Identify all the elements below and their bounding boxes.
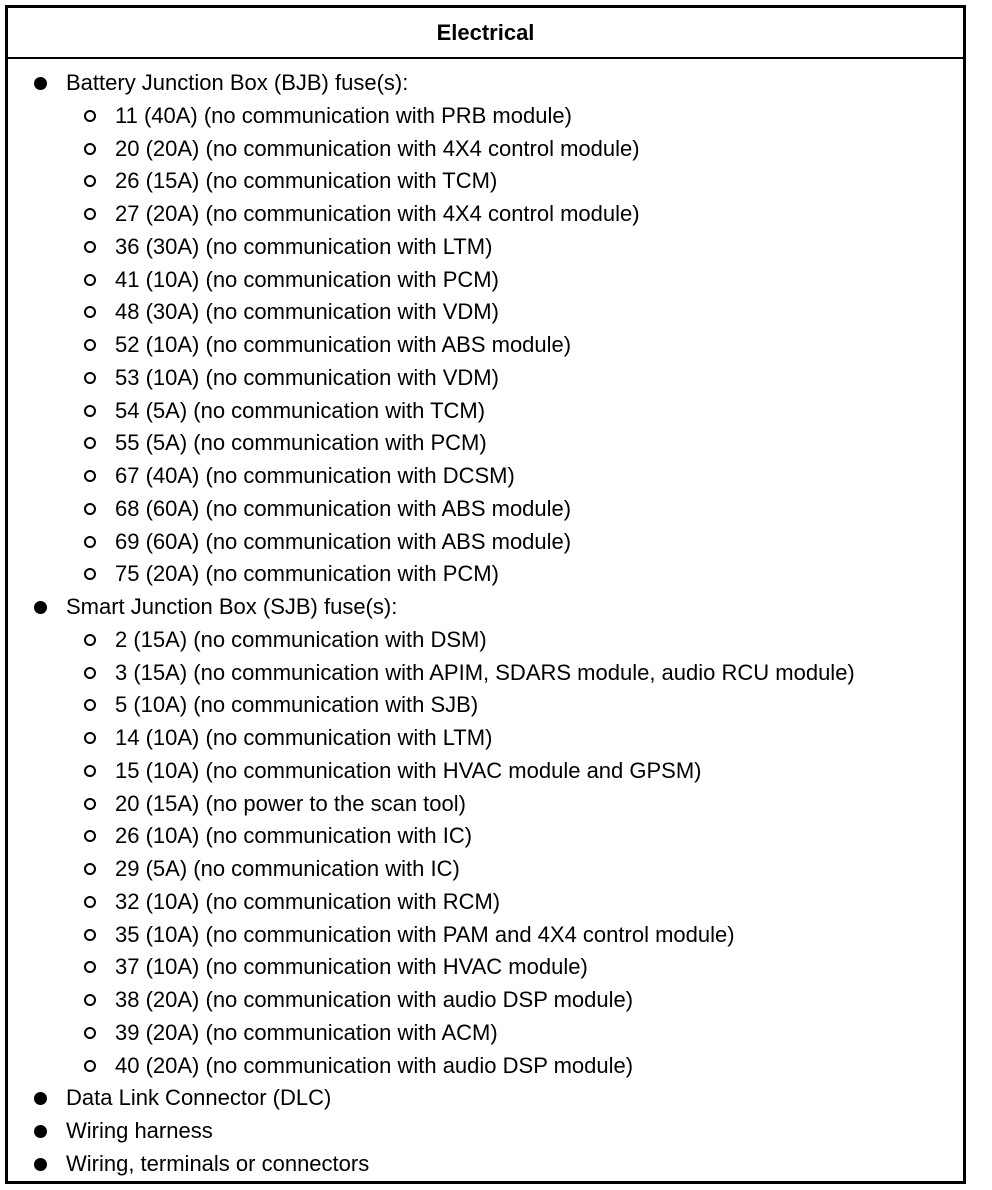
sub-list-item <box>8 100 963 133</box>
list-item <box>8 1115 963 1148</box>
sub-list-item <box>8 329 963 362</box>
hollow-bullet-icon <box>84 634 96 646</box>
table-header <box>8 8 963 59</box>
sub-list-item-label: 36 (30A) (no communication with LTM) <box>115 233 493 259</box>
sub-list-item <box>8 362 963 395</box>
sub-list-item-label: 2 (15A) (no communication with DSM) <box>115 626 487 652</box>
sub-list-item-label: 27 (20A) (no communication with 4X4 control module) <box>115 201 640 226</box>
sub-list-item-label: 3 (15A) (no communication with APIM, SDARS module, audio RCU module) <box>115 659 855 685</box>
sub-list-item <box>8 296 963 329</box>
sub-list-item <box>8 526 963 559</box>
sub-list-item-label: 20 (15A) (no power to the scan tool) <box>115 790 466 816</box>
hollow-bullet-icon <box>84 405 96 417</box>
sub-list-item <box>8 165 963 198</box>
hollow-bullet-icon <box>84 1060 96 1072</box>
sub-list-item <box>8 231 963 264</box>
sub-list-item-label: 54 (5A) (no communication with TCM) <box>115 397 486 423</box>
list-item-label: Battery Junction Box (BJB) fuse(s): <box>66 70 409 95</box>
hollow-bullet-icon <box>84 765 96 777</box>
list-item <box>8 67 963 100</box>
hollow-bullet-icon <box>84 732 96 744</box>
sub-list-item-label: 20 (20A) (no communication with 4X4 control module) <box>115 135 640 161</box>
sub-list-item <box>8 657 963 690</box>
hollow-bullet-icon <box>84 667 96 679</box>
sub-list-item <box>8 427 963 460</box>
bullet-icon <box>34 601 47 614</box>
list-item-label: Smart Junction Box (SJB) fuse(s): <box>66 594 398 619</box>
bullet-icon <box>34 1158 47 1171</box>
hollow-bullet-icon <box>84 372 96 384</box>
list-item <box>8 591 963 624</box>
sub-list-item <box>8 624 963 657</box>
sub-list-item-label: 38 (20A) (no communication with audio DSP module) <box>115 987 634 1012</box>
hollow-bullet-icon <box>84 961 96 973</box>
bullet-icon <box>34 77 47 90</box>
sub-list-item <box>8 722 963 755</box>
sub-list-item <box>8 1017 963 1050</box>
sub-list-item-label: 41 (10A) (no communication with PCM) <box>115 266 499 292</box>
sub-list-item-label: 37 (10A) (no communication with HVAC module) <box>115 954 588 980</box>
hollow-bullet-icon <box>84 536 96 548</box>
sub-list-item-label: 68 (60A) (no communication with ABS module) <box>115 495 572 521</box>
sub-list-item <box>8 395 963 428</box>
sub-list-item <box>8 853 963 886</box>
sub-list-item <box>8 1050 963 1083</box>
sub-list-item-label: 69 (60A) (no communication with ABS module) <box>115 528 572 554</box>
sub-list-item-label: 14 (10A) (no communication with LTM) <box>115 725 493 750</box>
hollow-bullet-icon <box>84 929 96 941</box>
sub-list-item-label: 26 (15A) (no communication with TCM) <box>115 168 498 194</box>
sub-list-item-label: 40 (20A) (no communication with audio DSP module) <box>115 1052 634 1078</box>
sub-list-item-label: 5 (10A) (no communication with SJB) <box>115 692 479 718</box>
hollow-bullet-icon <box>84 699 96 711</box>
sub-list-item <box>8 755 963 788</box>
header-title: Electrical <box>436 19 535 45</box>
electrical-table <box>5 5 966 1184</box>
checklist <box>8 67 963 1181</box>
hollow-bullet-icon <box>84 798 96 810</box>
sub-list-item-label: 67 (40A) (no communication with DCSM) <box>115 463 515 488</box>
list-item <box>8 1148 963 1181</box>
list-item-label: Data Link Connector (DLC) <box>66 1085 332 1111</box>
sub-list-item <box>8 951 963 984</box>
sub-list-item-label: 39 (20A) (no communication with ACM) <box>115 1019 498 1045</box>
sub-list-item-label: 15 (10A) (no communication with HVAC module and GPSM) <box>115 757 702 783</box>
hollow-bullet-icon <box>84 470 96 482</box>
sub-list-item <box>8 493 963 526</box>
hollow-bullet-icon <box>84 1027 96 1039</box>
list-item <box>8 1082 963 1115</box>
hollow-bullet-icon <box>84 110 96 122</box>
sub-list-item <box>8 558 963 591</box>
sub-list-item <box>8 984 963 1017</box>
sub-list-item-label: 26 (10A) (no communication with IC) <box>115 823 473 849</box>
sub-list-item-label: 35 (10A) (no communication with PAM and 4X4 control module) <box>115 921 735 947</box>
sub-list-item <box>8 820 963 853</box>
sub-list-item <box>8 133 963 166</box>
hollow-bullet-icon <box>84 175 96 187</box>
hollow-bullet-icon <box>84 568 96 580</box>
hollow-bullet-icon <box>84 339 96 351</box>
sub-list-item <box>8 919 963 952</box>
hollow-bullet-icon <box>84 437 96 449</box>
sub-list-item-label: 55 (5A) (no communication with PCM) <box>115 430 487 456</box>
sub-list-item <box>8 264 963 297</box>
hollow-bullet-icon <box>84 830 96 842</box>
hollow-bullet-icon <box>84 994 96 1006</box>
hollow-bullet-icon <box>84 143 96 155</box>
hollow-bullet-icon <box>84 896 96 908</box>
sub-list-item-label: 29 (5A) (no communication with IC) <box>115 856 460 881</box>
sub-list-item-label: 52 (10A) (no communication with ABS module) <box>115 332 572 357</box>
hollow-bullet-icon <box>84 241 96 253</box>
list-item-label: Wiring harness <box>66 1118 213 1143</box>
sub-list-item-label: 48 (30A) (no communication with VDM) <box>115 299 499 325</box>
sub-list-item-label: 53 (10A) (no communication with VDM) <box>115 364 499 390</box>
sub-list-item <box>8 460 963 493</box>
sub-list-item <box>8 886 963 919</box>
hollow-bullet-icon <box>84 208 96 220</box>
bullet-icon <box>34 1125 47 1138</box>
hollow-bullet-icon <box>84 306 96 318</box>
sub-list-item <box>8 198 963 231</box>
sub-list-item-label: 32 (10A) (no communication with RCM) <box>115 888 501 914</box>
hollow-bullet-icon <box>84 503 96 515</box>
hollow-bullet-icon <box>84 863 96 875</box>
bullet-icon <box>34 1092 47 1105</box>
list-item-label: Wiring, terminals or connectors <box>66 1150 370 1176</box>
sub-list-item <box>8 689 963 722</box>
sub-list-item-label: 11 (40A) (no communication with PRB module) <box>115 102 572 128</box>
sub-list-item-label: 75 (20A) (no communication with PCM) <box>115 561 499 587</box>
hollow-bullet-icon <box>84 274 96 286</box>
sub-list-item <box>8 788 963 821</box>
